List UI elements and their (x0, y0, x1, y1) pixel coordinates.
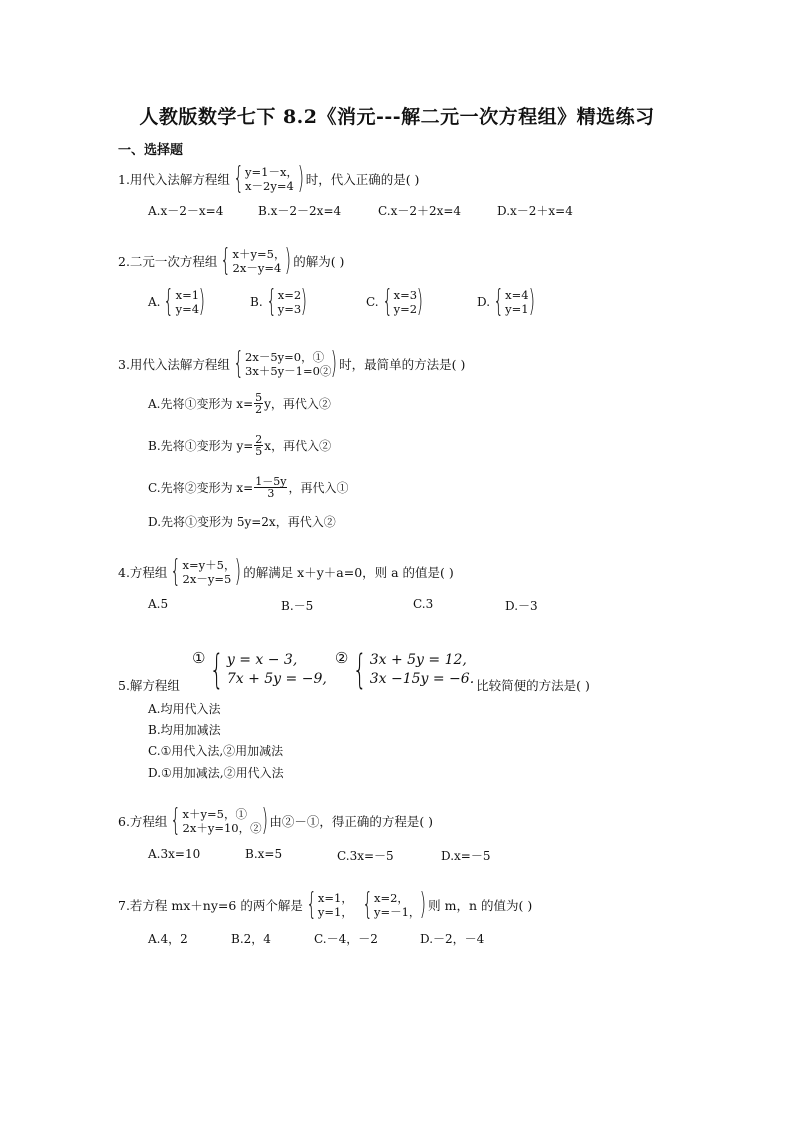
option-row: y=3 (277, 302, 302, 316)
q4-suffix: 的解满足 x＋y＋a=0，则 a 的值是( ) (243, 565, 454, 580)
q2-option-c (366, 284, 425, 319)
left-brace-icon: { (493, 284, 504, 319)
q5-s2-eq2: 3x −15y = −6. (369, 671, 475, 687)
option-text: x，再代入② (264, 439, 332, 453)
left-brace-icon: { (220, 243, 232, 278)
left-brace-icon: { (352, 647, 367, 693)
q4-eq1: x=y＋5， (182, 558, 236, 572)
q3-option-a (148, 392, 331, 415)
option-row: y=2 (393, 302, 418, 316)
q7-option-b: B.2，4 (231, 932, 271, 946)
left-brace-icon: { (265, 284, 277, 319)
q5-system-2 (350, 647, 475, 693)
question-7 (118, 887, 533, 922)
q7-s1-eq1: x=1， (317, 891, 353, 905)
q6-eq1: x＋y=5，① (182, 807, 247, 821)
option-text: y，再代入② (264, 397, 331, 411)
q3-eq2: 3x＋5y－1=0② (245, 364, 332, 378)
q1-suffix: 时，代入正确的是( ) (305, 172, 420, 187)
left-brace-icon: { (233, 161, 244, 196)
q1-eq1: y=1－x， (245, 165, 298, 179)
left-brace-icon: { (381, 284, 393, 319)
q6-suffix: 由②－①，得正确的方程是( ) (269, 814, 434, 829)
q6-system (169, 803, 268, 838)
left-brace-icon: { (170, 803, 182, 838)
right-paren-icon: ) (528, 284, 535, 319)
right-paren-icon: ) (300, 284, 308, 319)
q2-option-d (477, 284, 536, 319)
numerator: 5 (255, 391, 263, 404)
q7-option-d: D.－2，－4 (420, 932, 485, 946)
q5-option-c: C.①用代入法,②用加减法 (148, 744, 284, 758)
left-brace-icon: { (233, 346, 244, 381)
question-2 (118, 243, 345, 278)
q5-option-d: D.①用加减法,②用代入法 (148, 766, 284, 780)
q5-prefix: 5.解方程组 (118, 678, 180, 693)
right-paren-icon: ) (420, 887, 427, 922)
q4-option-b: B.－5 (281, 599, 314, 613)
right-paren-icon: ) (331, 346, 338, 381)
left-brace-icon: { (210, 647, 225, 693)
q2-option-b (250, 284, 309, 319)
fraction (254, 476, 287, 499)
option-row: x=3 (393, 288, 418, 302)
fraction (254, 434, 263, 457)
numerator: 1－5y (255, 475, 287, 488)
q7-prefix: 7.若方程 mx＋ny=6 的两个解是 (118, 898, 303, 913)
denominator: 2 (255, 403, 263, 416)
q4-option-a: A.5 (148, 597, 169, 611)
q7-system-2 (361, 887, 427, 922)
q7-option-c: C.－4，－2 (314, 932, 378, 946)
option-row: y=1 (505, 302, 529, 316)
question-4 (118, 554, 454, 589)
q3-option-d: D.先将①变形为 5y=2x，再代入② (148, 515, 336, 529)
q1-prefix: 1.用代入法解方程组 (118, 172, 230, 187)
q5-s1-eq2: 7x + 5y = −9, (226, 671, 327, 687)
q5-s2-eq1: 3x + 5y = 12, (369, 652, 467, 668)
q5-mark-1: ① (191, 649, 206, 667)
left-brace-icon: { (362, 887, 373, 922)
q2-eq1: x＋y=5， (232, 247, 286, 261)
option-label: B. (250, 295, 263, 309)
question-3 (118, 346, 466, 381)
option-text: C.先将②变形为 x= (148, 481, 254, 495)
right-paren-icon: ) (297, 161, 305, 196)
right-paren-icon: ) (235, 554, 242, 589)
option-text: ，再代入① (288, 481, 349, 495)
q5-option-a: A.均用代入法 (148, 702, 221, 716)
q3-option-b (148, 434, 331, 457)
q5-suffix: 比较简便的方法是( ) (476, 678, 590, 693)
q1-option-d: D.x－2＋x=4 (497, 204, 573, 218)
q1-eq2: x－2y=4 (245, 179, 294, 193)
denominator: 5 (255, 445, 263, 458)
right-paren-icon: ) (198, 284, 206, 319)
q7-option-a: A.4，2 (148, 932, 188, 946)
q7-s1-eq2: y=1， (317, 905, 353, 919)
q6-option-b: B.x=5 (245, 847, 283, 861)
q2-system (219, 243, 292, 278)
q7-s2-eq1: x=2， (373, 891, 409, 905)
q5-s1-eq1: y = x − 3, (226, 652, 298, 668)
q3-prefix: 3.用代入法解方程组 (118, 357, 230, 372)
question-1 (118, 161, 420, 196)
q4-option-c: C.3 (413, 597, 434, 611)
left-brace-icon: { (170, 554, 182, 589)
q7-suffix: 则 m，n 的值为( ) (428, 898, 533, 913)
q6-prefix: 6.方程组 (118, 814, 168, 829)
question-5 (118, 646, 590, 694)
q2-option-a (148, 284, 207, 319)
right-paren-icon: ) (285, 243, 292, 278)
q4-option-d: D.－3 (505, 599, 538, 613)
left-brace-icon: { (306, 887, 317, 922)
q4-eq2: 2x－y=5 (182, 572, 232, 586)
q5-system-1 (207, 647, 327, 693)
fraction (254, 392, 263, 415)
section-heading: 一、选择题 (118, 143, 184, 158)
option-row: y=4 (175, 302, 200, 316)
q4-system (169, 554, 242, 589)
q1-option-c: C.x－2＋2x=4 (378, 204, 462, 218)
q6-eq2: 2x＋y=10，② (182, 821, 262, 835)
q2-prefix: 2.二元一次方程组 (118, 254, 218, 269)
q3-eq1: 2x－5y=0，① (245, 350, 325, 364)
q2-suffix: 的解为( ) (293, 254, 345, 269)
denominator: 3 (267, 487, 275, 500)
option-label: A. (148, 295, 161, 309)
q6-option-d: D.x=－5 (441, 849, 491, 863)
page-title: 人教版数学七下 8.2《消元---解二元一次方程组》精选练习 (139, 106, 655, 128)
q7-system-1 (305, 887, 353, 922)
q6-option-c: C.3x=－5 (337, 849, 394, 863)
q5-mark-2: ② (334, 649, 349, 667)
option-text: A.先将①变形为 x= (148, 397, 254, 411)
option-label: C. (366, 295, 379, 309)
right-paren-icon: ) (261, 803, 268, 838)
q2-eq2: 2x－y=4 (232, 261, 282, 275)
option-row: x=2 (277, 288, 302, 302)
q3-option-c (148, 476, 348, 499)
option-text: B.先将①变形为 y= (148, 439, 254, 453)
q4-prefix: 4.方程组 (118, 565, 168, 580)
q1-option-a: A.x－2－x=4 (148, 204, 224, 218)
right-paren-icon: ) (416, 284, 424, 319)
q7-s2-eq2: y=－1， (373, 905, 421, 919)
q1-system (232, 161, 305, 196)
q1-option-b: B.x－2－2x=4 (258, 204, 342, 218)
numerator: 2 (255, 433, 263, 446)
q6-option-a: A.3x=10 (148, 847, 201, 861)
question-6 (118, 803, 434, 838)
option-label: D. (477, 295, 491, 309)
q5-option-b: B.均用加减法 (148, 723, 221, 737)
option-row: x=1 (175, 288, 200, 302)
q3-system (232, 346, 338, 381)
option-row: x=4 (505, 288, 529, 302)
left-brace-icon: { (163, 284, 175, 319)
q3-suffix: 时，最简单的方法是( ) (339, 357, 466, 372)
